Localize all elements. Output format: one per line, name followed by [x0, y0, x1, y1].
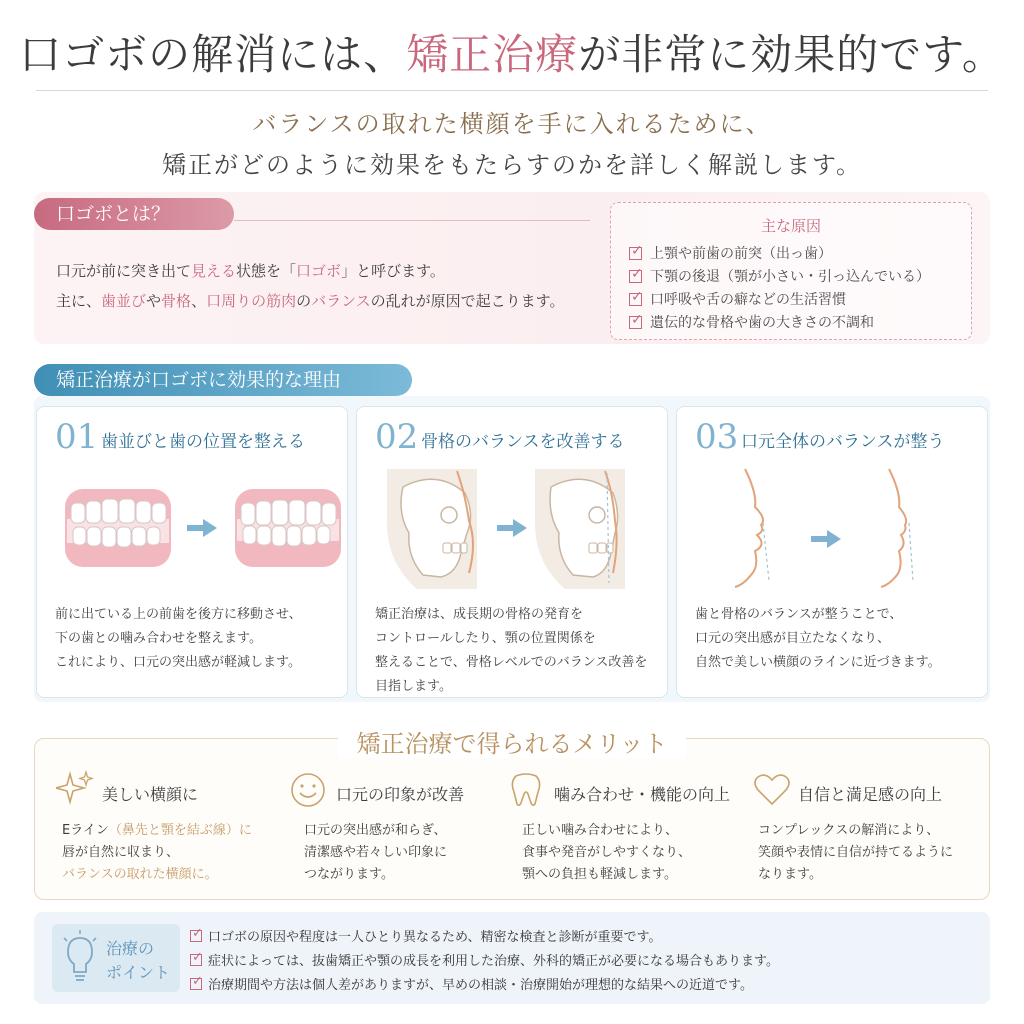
merit-title: 口元の印象が改善: [336, 785, 465, 804]
card-number: 02: [375, 417, 419, 457]
check-icon: [190, 978, 202, 990]
card-title: 歯並びと歯の位置を整える: [101, 432, 305, 452]
card-body: 前に出ている上の前歯を後方に移動させ、 下の歯との噛み合わせを整えます。 これにより、口元の突出感が軽減します。: [55, 607, 302, 670]
subtitle-line1: バランスの取れた横顔を手に入れるために、: [252, 110, 772, 138]
teeth-illustration: [37, 463, 349, 593]
profile-illustration: [677, 463, 989, 603]
what-is-line1: 口元が前に突き出て見える状態を「口ゴボ」と呼びます。: [56, 262, 445, 280]
merit-title: 自信と満足感の向上: [798, 785, 943, 804]
page-title: 口ゴボの解消には、矯正治療が非常に効果的です。: [19, 30, 1005, 79]
merit-body: 口元の突出感が和らぎ、 清潔感や若々しい印象に つながります。: [304, 823, 448, 882]
skull-illustration: [357, 463, 669, 603]
card-body: 矯正治療は、成長期の骨格の発育を コントロールしたり、顎の位置関係を 整えることで、骨格レベルでのバランス改善を 目指します。: [375, 607, 648, 694]
card-title: 口元全体のバランスが整う: [741, 432, 945, 452]
cause-item: ✓遺伝的な骨格や歯の大きさの不調和: [629, 312, 874, 332]
merits-heading: 矯正治療で得られるメリット: [0, 724, 1024, 759]
card-body: 歯と骨格のバランスが整うことで、 口元の突出感が目立たなくなり、 自然で美しい横顔のラインに近づきます。: [695, 607, 941, 670]
merit-title: 噛み合わせ・機能の向上: [554, 785, 731, 804]
what-is-rule: [234, 220, 590, 221]
point-item: ✓症状によっては、抜歯矯正や顎の成長を利用した治療、外科的矯正が必要になる場合もあります。: [190, 950, 779, 969]
reason-card-1: [36, 406, 348, 698]
check-icon: [629, 247, 642, 260]
causes-title: 主な原因: [760, 217, 821, 235]
reasons-heading: 矯正治療が口ゴボに効果的な理由: [34, 364, 412, 396]
check-icon: [190, 954, 202, 966]
what-is-heading: 口ゴボとは？: [34, 198, 234, 230]
merit-body: Eライン（鼻先と顎を結ぶ線）に 唇が自然に収まり、 バランスの取れた横顔に。: [62, 823, 252, 882]
lightbulb-icon: [60, 930, 100, 986]
cause-item: ✓口呼吸や舌の癖などの生活習慣: [629, 289, 846, 309]
points-label-line1: 治療の: [106, 939, 155, 958]
reason-card-2: [356, 406, 668, 698]
point-item: ✓口ゴボの原因や程度は一人ひとり異なるため、精密な検査と診断が重要です。: [190, 926, 661, 945]
merit-title: 美しい横顔に: [102, 785, 199, 804]
tooth-icon: [508, 770, 548, 810]
what-is-line2: 主に、歯並びや骨格、口周りの筋肉のバランスの乱れが原因で起こります。: [56, 292, 565, 310]
cause-item: ✓上顎や前歯の前突（出っ歯）: [629, 243, 832, 263]
merit-body: 正しい噛み合わせにより、 食事や発音がしやすくなり、 顎への負担も軽減します。: [522, 823, 692, 882]
points-label-line2: ポイント: [106, 963, 171, 982]
check-icon: [629, 270, 642, 283]
cause-item: ✓下顎の後退（顎が小さい・引っ込んでいる）: [629, 266, 930, 286]
card-number: 03: [695, 417, 739, 457]
causes-box: [610, 202, 972, 340]
sparkle-icon: [56, 770, 96, 810]
subtitle-line2: 矯正がどのように効果をもたらすのかを詳しく解説します。: [161, 151, 863, 179]
merit-body: コンプレックスの解消により、 笑顔や表情に自信が持てるように なります。: [758, 823, 954, 882]
card-number: 01: [55, 417, 99, 457]
check-icon: [190, 930, 202, 942]
title-divider: [36, 90, 988, 91]
check-icon: [629, 316, 642, 329]
heart-icon: [752, 770, 792, 810]
reason-card-3: [676, 406, 988, 698]
card-title: 骨格のバランスを改善する: [421, 432, 625, 452]
smile-icon: [290, 770, 330, 810]
title-accent: 矯正治療: [406, 30, 579, 79]
check-icon: [629, 293, 642, 306]
point-item: ✓治療期間や方法は個人差がありますが、早めの相談・治療開始が理想的な結果への近道です。: [190, 974, 753, 993]
